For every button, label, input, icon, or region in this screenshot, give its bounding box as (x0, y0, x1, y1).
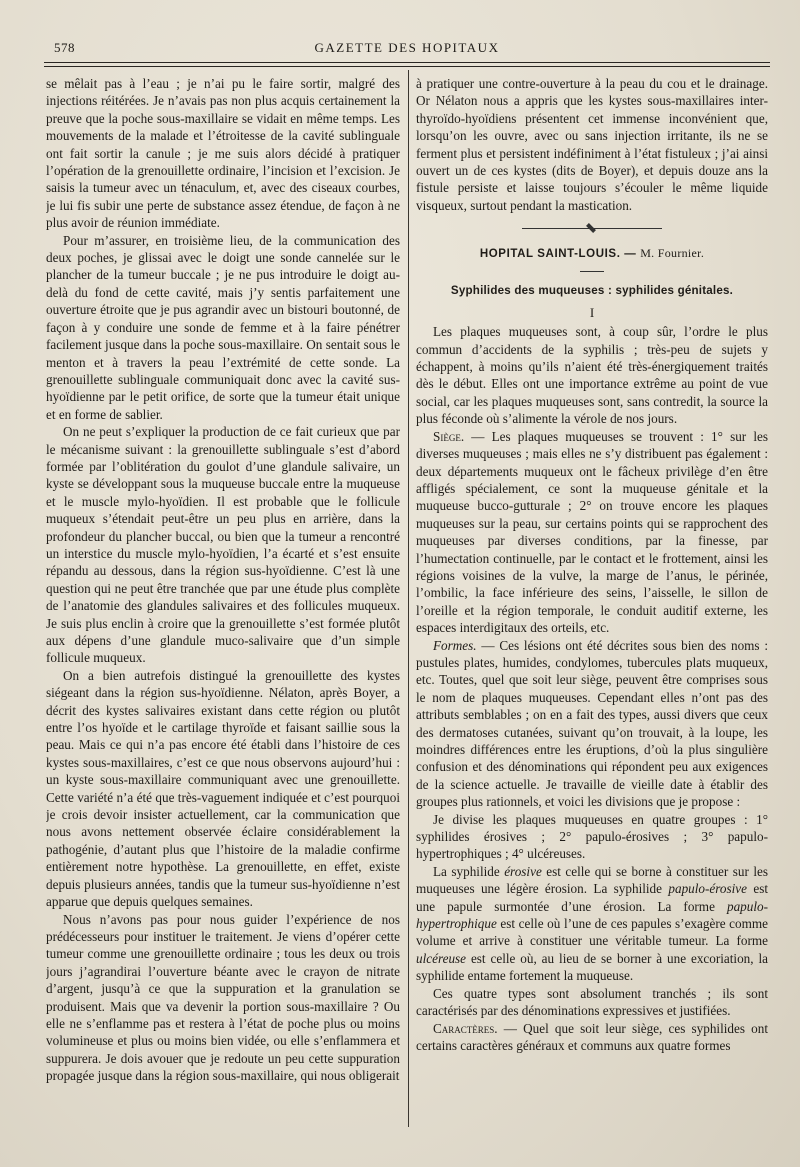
paragraph: se mêlait pas à l’eau ; je n’ai pu le faire sortir, malgré des injections réitérées. Je n’avais pas non plus acquis certainement la preuve que la poche sous-maxillaire se vidait en même temps. Les mouvements de la malade et l’étroitesse de la cavité sublinguale ont fait sortir la canule ; je me suis alors décidé à pratiquer l’opération de la grenouillette ordinaire, l’incision et l’excision. Je saisis la tumeur avec un ténaculum, et, avec des ciseaux courbes, je lui fis subir une perte de substance assez étendue, de façon à ne plus avoir de réunion immédiate. (46, 76, 400, 231)
paragraph-caracteres (416, 1020, 768, 1055)
page-header (44, 36, 770, 60)
paragraph-siege (416, 428, 768, 637)
term-papulo-erosive: papulo-érosive (668, 881, 747, 897)
section-number: I (589, 305, 595, 321)
article-title: Syphilides des muqueuses : syphilides génitales. (450, 284, 734, 298)
section-separator-ornament (522, 226, 662, 232)
right-column (416, 75, 768, 1137)
term-erosive: érosive (504, 863, 542, 879)
formes-text: — Ces lésions ont été décrites sous bien des noms : pustules plates, humides, condylomes, tubercules plats muqueux, etc. Toutes, quel que soit leur siège, peuvent être comprises sous le nom de plaques muqueuses. Cependant elles n’ont pas des attributs semblables ; on en a fait des types, aussi divers que ceux des dermatoses cutanées, suivant qu’on trouvait, à la loupe, les moindres différences entre les éruptions, d’où la plus singulière confusion et des dénominations qui répondent peu aux exigences de la science actuelle. Je travaille de vieille date à établir des groupes plus rationnels, et voici les divisions que je propose : (416, 637, 768, 810)
term-ulcereuse: ulcéreuse (416, 950, 467, 966)
journal-title: GAZETTE DES HOPITAUX (314, 40, 500, 55)
page-number: 578 (54, 40, 75, 55)
text-run: La syphilide (433, 863, 505, 879)
caracteres-text: — Quel que soit leur siège, ces syphilides ont certains caractères généraux et communs aux quatre formes (416, 1020, 768, 1053)
paragraph: Pour m’assurer, en troisième lieu, de la communication des deux poches, je glissai avec le doigt une sonde cannelée sur le plancher de la tumeur buccale ; je ne pus introduire le doigt au-delà du fond de cette cavité, mais j’y sentis parfaitement une ouverture étroite que je pus agrandir avec un bistouri boutonné, de façon à y conduire une sonde de femme et à la faire pénétrer facilement jusque dans la poche sous-maxillaire. On sentait sous le menton et à travers la peau l’extrémité de cette sonde. La grenouillette sublinguale communiquait donc avec la cavité sus-hyoïdienne par le petit orifice, de sorte que la tumeur était unique et en forme de sablier. (46, 232, 400, 422)
column-divider (408, 70, 409, 1127)
text-run: est celle où l’une de ces papules s’exagère comme volume et arrive à constituer une véritable tumeur. La forme (416, 916, 768, 949)
siege-label: Siège. (433, 428, 465, 444)
term-papulo-hypertrophique: papulo-hypertrophique (416, 898, 768, 932)
caracteres-label: Caractères. (433, 1020, 498, 1036)
header-rule (44, 62, 770, 63)
paragraph: à pratiquer une contre-ouverture à la peau du cou et le drainage. Or Nélaton nous a appris que les kystes sous-maxillaires inter-thyroïdo-hyoïdiens présentent cet immense inconvénient que, lorsqu’on les ouvre, avec ou sans injection irritante, ils ne se ferment plus et persistent indéfiniment à l’état fistuleux ; j’ai ainsi ouvert un de ces kystes (dits de Boyer), et depuis douze ans la fistule persiste et laisse toujours s’écouler le même liquide visqueux, surtout pendant la mastication. (416, 76, 768, 213)
hospital-heading (416, 246, 768, 261)
siege-text: — Les plaques muqueuses se trouvent : 1° sur les diverses muqueuses ; mais elles ne s’y distribuent pas également : deux départements muqueux ont le fâcheux privilège d’en être affligés spécialement, ce sont la muqueuse génitale et la muqueuse bucco-gutturale ; 2° on trouve encore les plaques muqueuses sur la peau, sur certains points qui se rapprochent des muqueuses par diverses conditions, par la finesse, par l’humectation continuelle, par le contact et le frottement, ainsi les régions voisines de la vulve, la marge de l’anus, le périnée, l’ombilic, la face inférieure des seins, l’aisselle, le sillon de l’oreille et la région temporale, le conduit auditif externe, les espaces interdigitaux des orteils, etc. (416, 428, 768, 636)
paragraph-definitions (416, 863, 768, 985)
formes-label: Formes. (433, 637, 477, 653)
left-column (46, 75, 400, 1137)
text-run: est une papule surmontée d’une érosion. La forme (416, 881, 768, 914)
short-rule (580, 271, 604, 272)
header-rule-thin (44, 66, 770, 67)
paragraph-formes (416, 637, 768, 811)
hospital-name: HOPITAL SAINT-LOUIS. — (479, 248, 637, 261)
doctor-name: M. Fournier. (640, 246, 705, 261)
paragraph: Ces quatre types sont absolument tranchés ; ils sont caractérisés par des dénominations expressives et justifiées. (416, 985, 768, 1019)
paragraph: Les plaques muqueuses sont, à coup sûr, l’ordre le plus commun d’accidents de la syphilis ; très-peu de sujets y échappent, à moins qu’ils n’aient été très-énergiquement traités dès le début. Elles ont une importance extrême au point de vue social, car les plaques muqueuses sont, sans contredit, la source la plus féconde où s’alimente la vérole de nos jours. (416, 324, 768, 427)
paragraph: On ne peut s’expliquer la production de ce fait curieux que par le mécanisme suivant : la grenouillette sublinguale s’est d’abord formée par l’oblitération du goulot d’une glandule salivaire, un kyste se développant sous la muqueuse buccale entre la muqueuse et le muscle mylo-hyoïdien. Il est probable que le follicule muqueux s’étendait peut-être un peu plus en arrière, dans la profondeur du plancher buccal, ou bien que la tumeur a rencontré un interstice du muscle mylo-hyoïdien, l’a écarté et s’est ensuite répandu au dessous, dans la région sus-hyoïdienne. C’est là une question qui ne peut être tranchée que par une étude plus complète de l’anatomie des glandules salivaires et des follicules muqueux. Je suis plus enclin à croire que la grenouillette s’est formée plutôt aux dépens d’une glandule muco-salivaire que d’un simple follicule muqueux. (46, 424, 400, 666)
paragraph: Je divise les plaques muqueuses en quatre groupes : 1° syphilides érosives ; 2° papulo-érosives ; 3° papulo-hypertrophiques ; 4° ulcéreuses. (416, 811, 768, 862)
paragraph: On a bien autrefois distingué la grenouillette des kystes siégeant dans la région sus-hyoïdienne. Nélaton, après Boyer, a décrit des kystes salivaires existant dans cette région ou plutôt entre l’os hyoïde et le cartilage thyroïde et faisant saillie sous la peau. Mais ce qui n’a pas encore été établi dans l’histoire de ces kystes sous-maxillaires, c’est ce que nous observons aujourd’hui : un kyste sous-maxillaire communiquant avec une grenouillette. Cette variété n’a été que très-vaguement indiquée et c’est pourquoi je crois devoir insister actuellement, car la communication que nous avons nettement observée éclaire considérablement la pathogénie, d’autant plus que l’histoire de la maladie confirme entièrement notre hypothèse. La grenouillette, en effet, existe depuis plusieurs années, tandis que la tumeur sus-hyoïdienne n’est apparue que depuis quelques semaines. (46, 667, 400, 910)
paragraph: Nous n’avons pas pour nous guider l’expérience de nos prédécesseurs pour instituer le traitement. Je viens d’opérer cette tumeur comme une grenouillette ordinaire ; tous les deux ou trois jours j’agrandirai l’ouverture béante avec le crayon de nitrate d’argent, jusqu’à ce que la suppuration et la granulation se produisent. Mais que va devenir la portion sous-maxillaire ? Ou elle ne s’enflamme pas et restera à l’état de poche plus ou moins volumineuse et plus ou moins bien vidée, ou elle s’enflammera et suppurera. Je dois avouer que je redoute un peu cette suppuration propagée jusque dans la région sous-maxillaire, qui nous obligerait (46, 911, 400, 1084)
text-run: est celle où, au lieu de se borner à une excoriation, la syphilide entame fortement la muqueuse. (416, 950, 768, 984)
text-run: est celle qui se borne à constituer sur les muqueuses une légère érosion. La syphilide (416, 863, 768, 897)
